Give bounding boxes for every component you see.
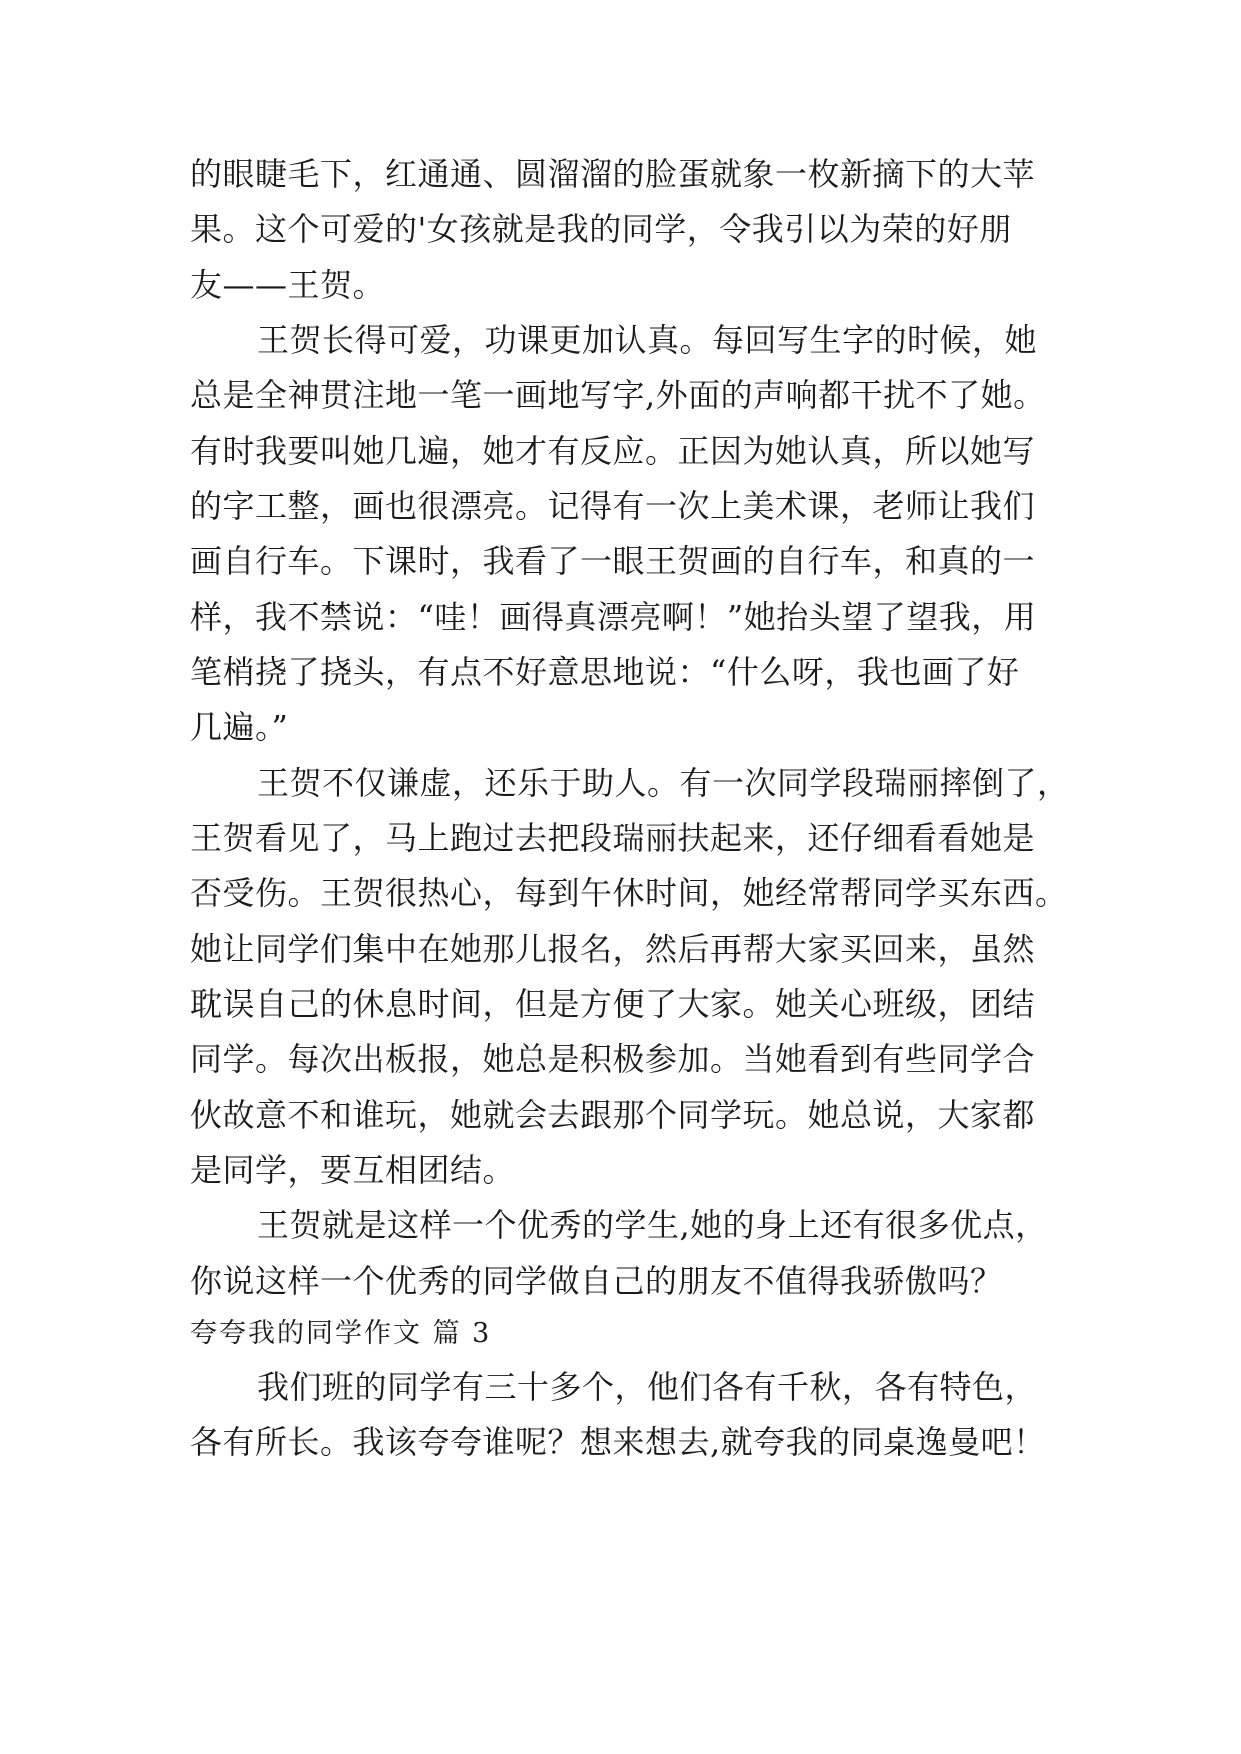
paragraph-first-line: 王贺不仅谦虚，还乐于助人。有一次同学段瑞丽摔倒了， (257, 764, 1070, 802)
text-line: 的字工整，画也很漂亮。记得有一次上美术课，老师让我们 (190, 487, 1036, 525)
text-line: 果。这个可爱的'女孩就是我的同学，令我引以为荣的好朋 (190, 210, 1012, 248)
text-line: 你说这样一个优秀的同学做自己的朋友不值得我骄傲吗？ (190, 1262, 1003, 1300)
text-line: 样，我不禁说：“哇！画得真漂亮啊！”她抬头望了望我，用 (190, 598, 1037, 636)
text-line: 几遍。” (190, 708, 289, 746)
text-line: 总是全神贯注地一笔一画地写字,外面的声响都干扰不了她。 (190, 376, 1046, 414)
text-line: 画自行车。下课时，我看了一眼王贺画的自行车，和真的一 (190, 542, 1036, 580)
text-line: 是同学，要互相团结。 (190, 1151, 516, 1189)
paragraph-first-line: 王贺长得可爱，功课更加认真。每回写生字的时候，她 (257, 321, 1038, 359)
text-line: 笔梢挠了挠头，有点不好意思地说：“什么呀，我也画了好 (190, 653, 1020, 691)
text-line: 她让同学们集中在她那儿报名，然后再帮大家买回来，虽然 (190, 930, 1036, 968)
paragraph-first-line: 王贺就是这样一个优秀的学生,她的身上还有很多优点， (257, 1206, 1048, 1244)
text-line: 否受伤。王贺很热心，每到午休时间，她经常帮同学买东西。 (190, 874, 1068, 912)
text-line: 耽误自己的休息时间，但是方便了大家。她关心班级，团结 (190, 985, 1036, 1023)
text-line: 友——王贺。 (190, 266, 386, 304)
text-line: 伙故意不和谁玩，她就会去跟那个同学玩。她总说，大家都 (190, 1096, 1036, 1134)
text-line: 同学。每次出板报，她总是积极参加。当她看到有些同学合 (190, 1040, 1036, 1078)
text-line: 各有所长。我该夸夸谁呢？想来想去,就夸我的同桌逸曼吧！ (190, 1423, 1046, 1461)
paragraph-first-line: 我们班的同学有三十多个，他们各有千秋，各有特色， (257, 1368, 1038, 1406)
text-line: 王贺看见了，马上跑过去把段瑞丽扶起来，还仔细看看她是 (190, 819, 1036, 857)
text-line: 有时我要叫她几遍，她才有反应。正因为她认真，所以她写 (190, 432, 1036, 470)
text-line: 的眼睫毛下，红通通、圆溜溜的脸蛋就象一枚新摘下的大苹 (190, 155, 1036, 193)
section-heading: 夸夸我的同学作文 篇 3 (190, 1318, 492, 1349)
